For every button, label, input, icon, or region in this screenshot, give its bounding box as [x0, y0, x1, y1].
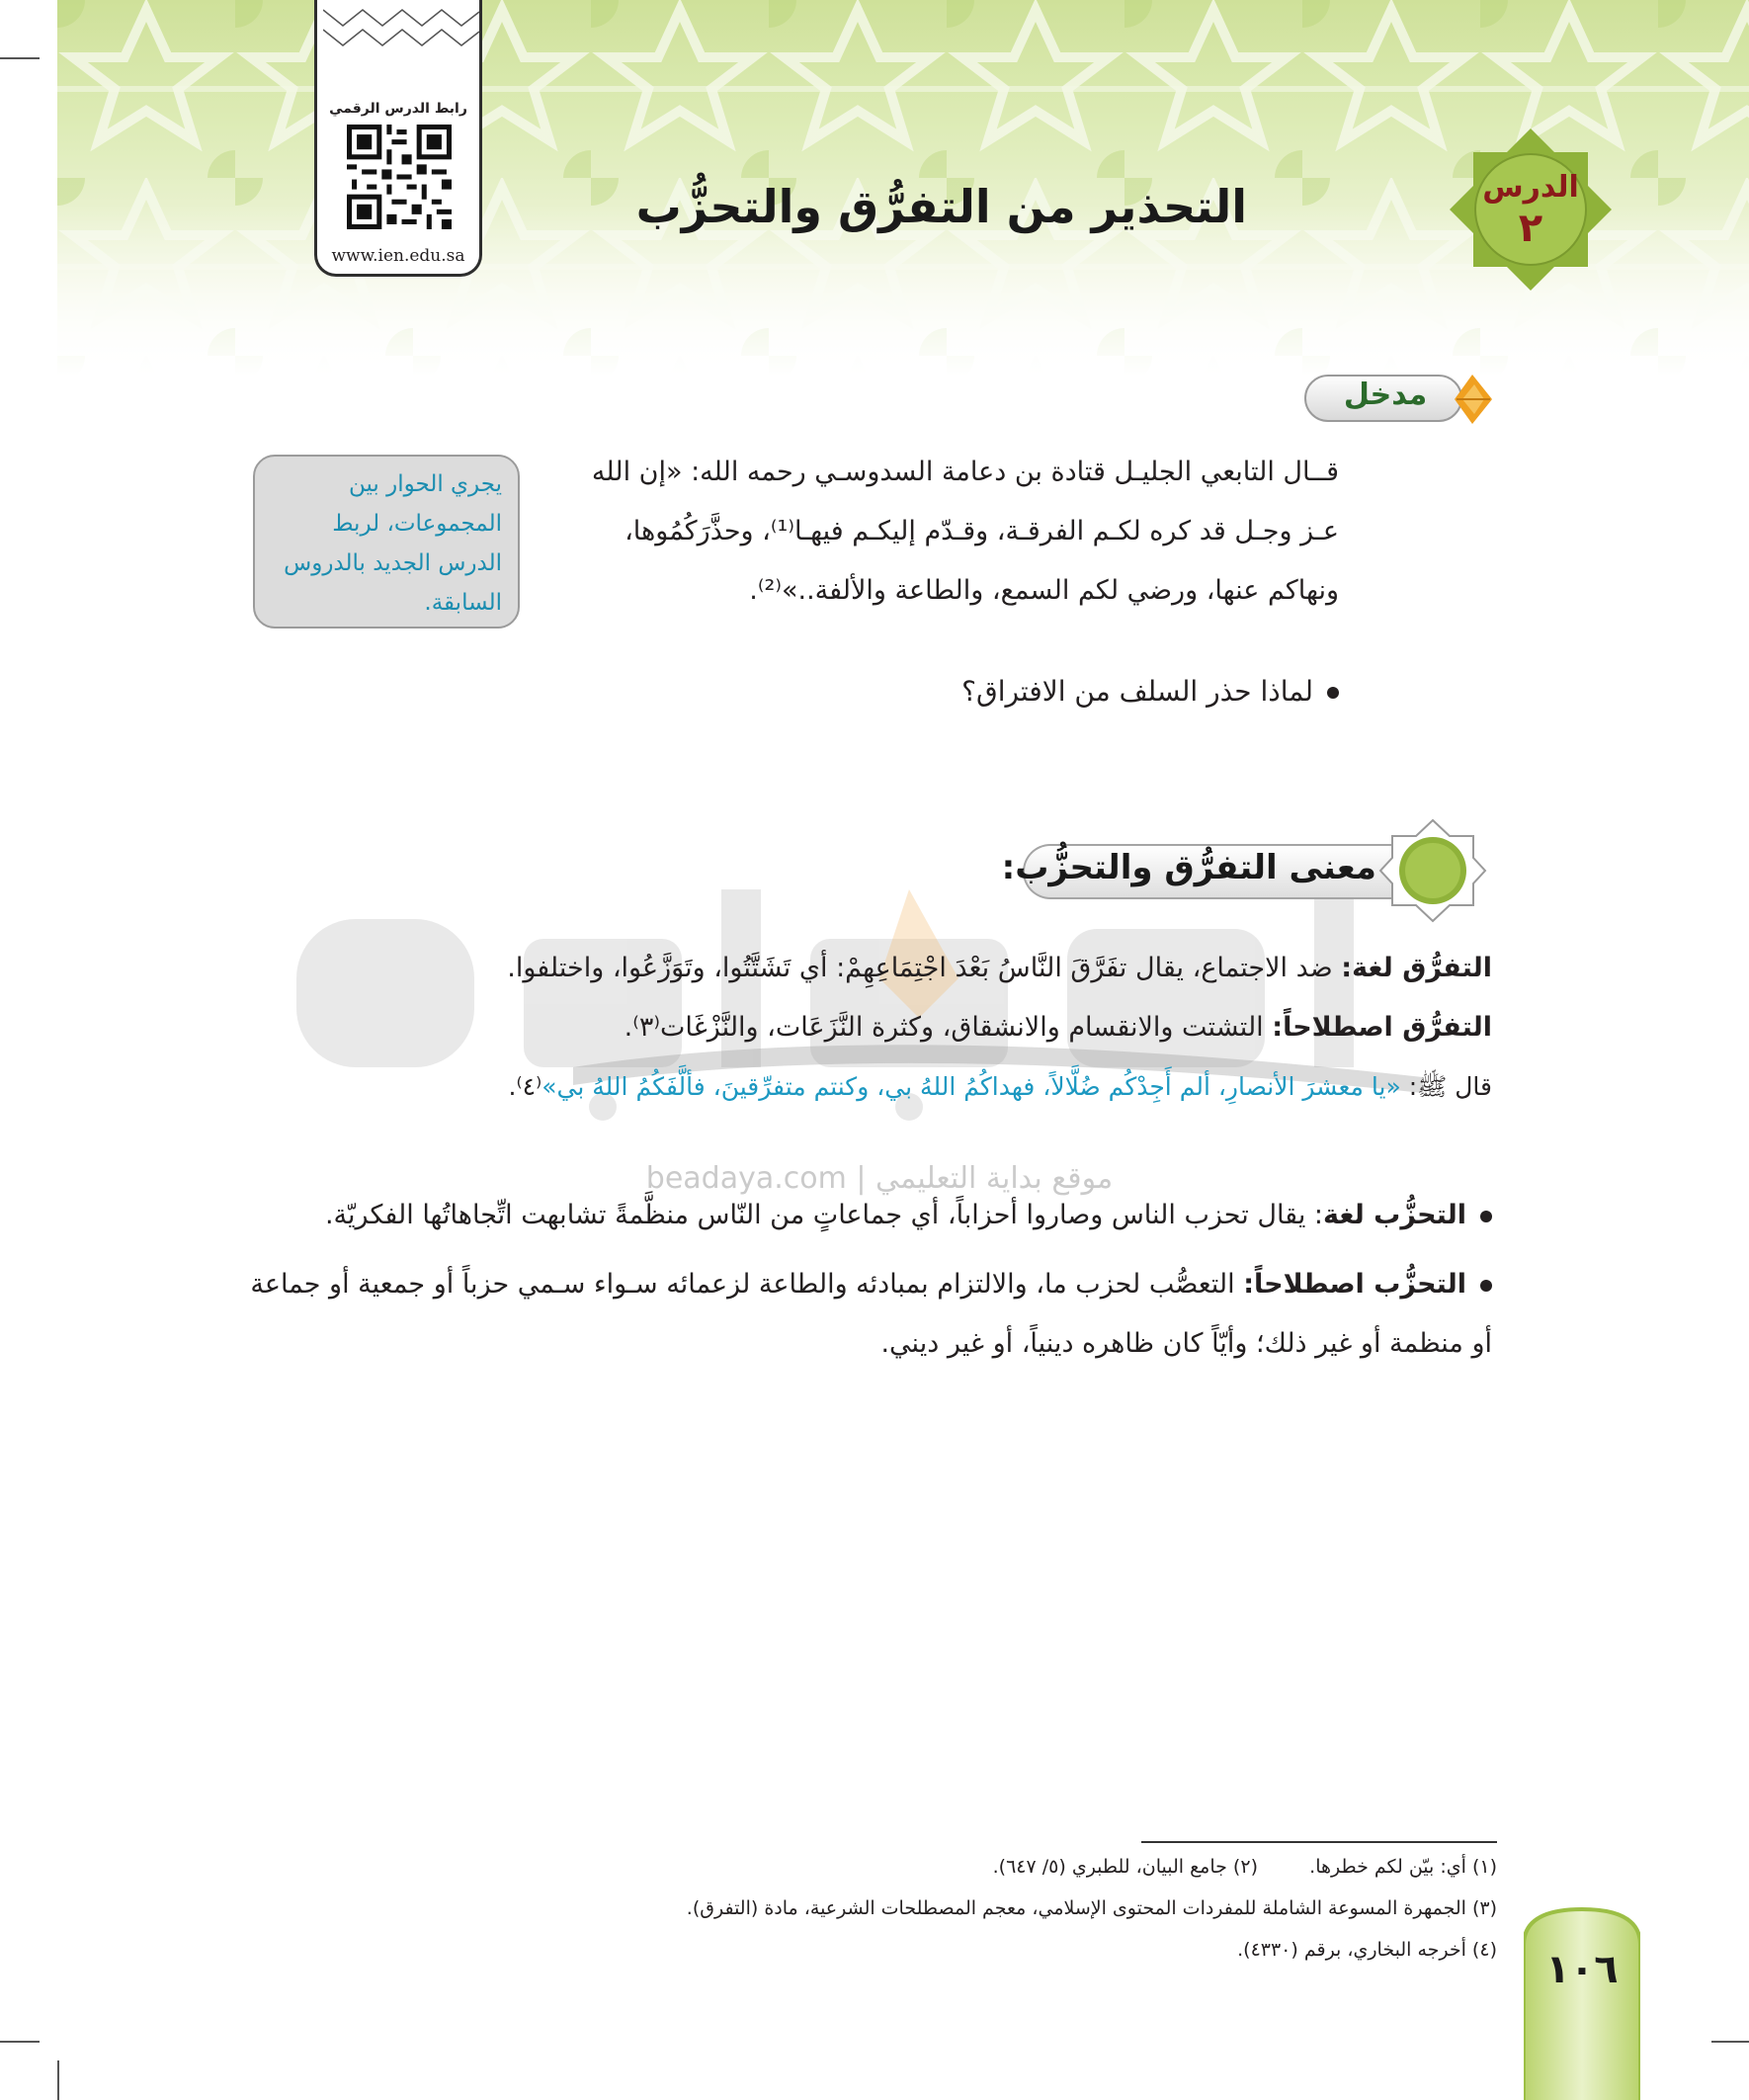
definition-term: التفرُّق اصطلاحاً:	[1272, 1012, 1492, 1043]
page-number: ١٠٦	[1545, 1947, 1619, 1992]
leaf-icon	[1451, 373, 1494, 426]
footnote-1: (١) أي: بيّن لكم خطرها.	[1309, 1856, 1497, 1878]
bullet-icon	[1480, 1211, 1492, 1222]
intro-heading-label: مدخل	[1343, 378, 1428, 412]
footnote-2: (٢) جامع البيان، للطبري (٥/ ٦٤٧).	[992, 1856, 1258, 1878]
crop-mark	[1711, 2041, 1749, 2043]
hadith-suffix: ⁽٤⁾.	[508, 1072, 542, 1101]
intro-line: قــال التابعي الجليـل قتادة بن دعامة السدوسـي رحمه الله: «إن الله	[591, 457, 1339, 487]
hadith-prefix: قال ﷺ:	[1400, 1072, 1492, 1101]
definition-text: التشتت والانقسام والانشقاق، وكثرة النَّزَعَات، والنَّزْغَات⁽٣⁾.	[624, 1012, 1273, 1043]
page-number-tab	[1524, 1905, 1640, 2100]
intro-paragraph	[529, 443, 1339, 621]
footnote-4: (٤) أخرجه البخاري، برقم (٤٣٣٠).	[1237, 1939, 1497, 1961]
footnote-divider	[1141, 1841, 1497, 1843]
teacher-side-note: يجري الحوار بين المجموعات، لربط الدرس الجديد بالدروس السابقة.	[253, 455, 520, 629]
lesson-word: الدرس	[1482, 170, 1579, 205]
lesson-number: ٢	[1518, 206, 1543, 251]
bullet-term: التحزُّب لغة	[1323, 1200, 1466, 1230]
definition-line	[247, 998, 1492, 1057]
definition-term: التفرُّق لغة:	[1341, 953, 1492, 983]
octagram-emblem-icon	[1378, 818, 1487, 923]
qr-url[interactable]: www.ien.edu.sa	[331, 246, 465, 266]
bullet-icon	[1480, 1280, 1492, 1292]
bullet-item	[247, 1255, 1492, 1374]
section-heading	[1001, 818, 1487, 923]
digital-lesson-qr-panel[interactable]	[314, 0, 482, 277]
intro-line: عـز وجـل قد كره لكـم الفرقـة، وقـدّم إليكـم فيهـا⁽¹⁾، وحذَّرَكُمُوها،	[625, 516, 1339, 546]
question-text: لماذا حذر السلف من الافتراق؟	[961, 675, 1313, 708]
svg-text:beadaya.com | موقع بداية التعل: beadaya.com | موقع بداية التعليمي	[645, 1161, 1114, 1196]
bullet-text: : يقال تحزب الناس وصاروا أحزاباً، أي جماعاتٍ من النّاس منظَّمةً تشابهت اتِّجاهاتُها الفكريّة.	[324, 1200, 1324, 1230]
bullet-icon	[1327, 687, 1339, 699]
hadith-line	[247, 1057, 1492, 1117]
crop-mark	[0, 57, 40, 59]
crop-mark	[57, 2060, 59, 2100]
section-heading-label: معنى التفرُّق والتحزُّب:	[1001, 848, 1376, 887]
definition-text: ضد الاجتماع، يقال تفَرَّقَ النَّاسُ بَعْدَ اجْتِمَاعِهِمْ: أي تَشَتَّتُوا، وتَوَزَّعُوا، واختلفوا.	[507, 953, 1342, 983]
intro-line: ونهاكم عنها، ورضي لكم السمع، والطاعة والألفة..»⁽²⁾.	[749, 575, 1339, 606]
hadith-text: «يا معشرَ الأنصارِ، ألم أَجِدْكُم ضُلَّالاً، فهداكُمُ اللهُ بي، وكنتم متفرِّقينَ، فألَّفَكُمُ اللهُ بي»	[541, 1072, 1401, 1101]
footnote-3: (٣) الجمهرة المسوعة الشاملة للمفردات المحتوى الإسلامي، معجم المصطلحات الشرعية، مادة (التفرق).	[686, 1897, 1497, 1919]
lesson-title: التحذير من التفرُّق والتحزُّب	[635, 180, 1247, 233]
tahazzub-bullets	[247, 1186, 1492, 1374]
bullet-text: التعصُّب لحزب ما، والالتزام بمبادئه والطاعة لزعمائه سـواء سـمي حزباً أو جمعية أو جماعة أو منظمة أو غير ذلك؛ وأيّاً كان ظاهره دينياً، أو غير ديني.	[250, 1269, 1492, 1359]
qr-code-icon[interactable]	[347, 125, 452, 229]
definitions-block	[247, 939, 1492, 1117]
qr-label: رابط الدرس الرقمي	[329, 101, 467, 117]
definition-line	[247, 939, 1492, 998]
lesson-number-badge	[1448, 126, 1614, 293]
pattern-strip-icon	[323, 0, 479, 51]
bullet-term: التحزُّب اصطلاحاً:	[1243, 1269, 1466, 1300]
intro-heading	[1304, 371, 1492, 428]
crop-mark	[0, 2041, 40, 2043]
bullet-item	[247, 1186, 1492, 1245]
intro-question	[791, 662, 1339, 721]
